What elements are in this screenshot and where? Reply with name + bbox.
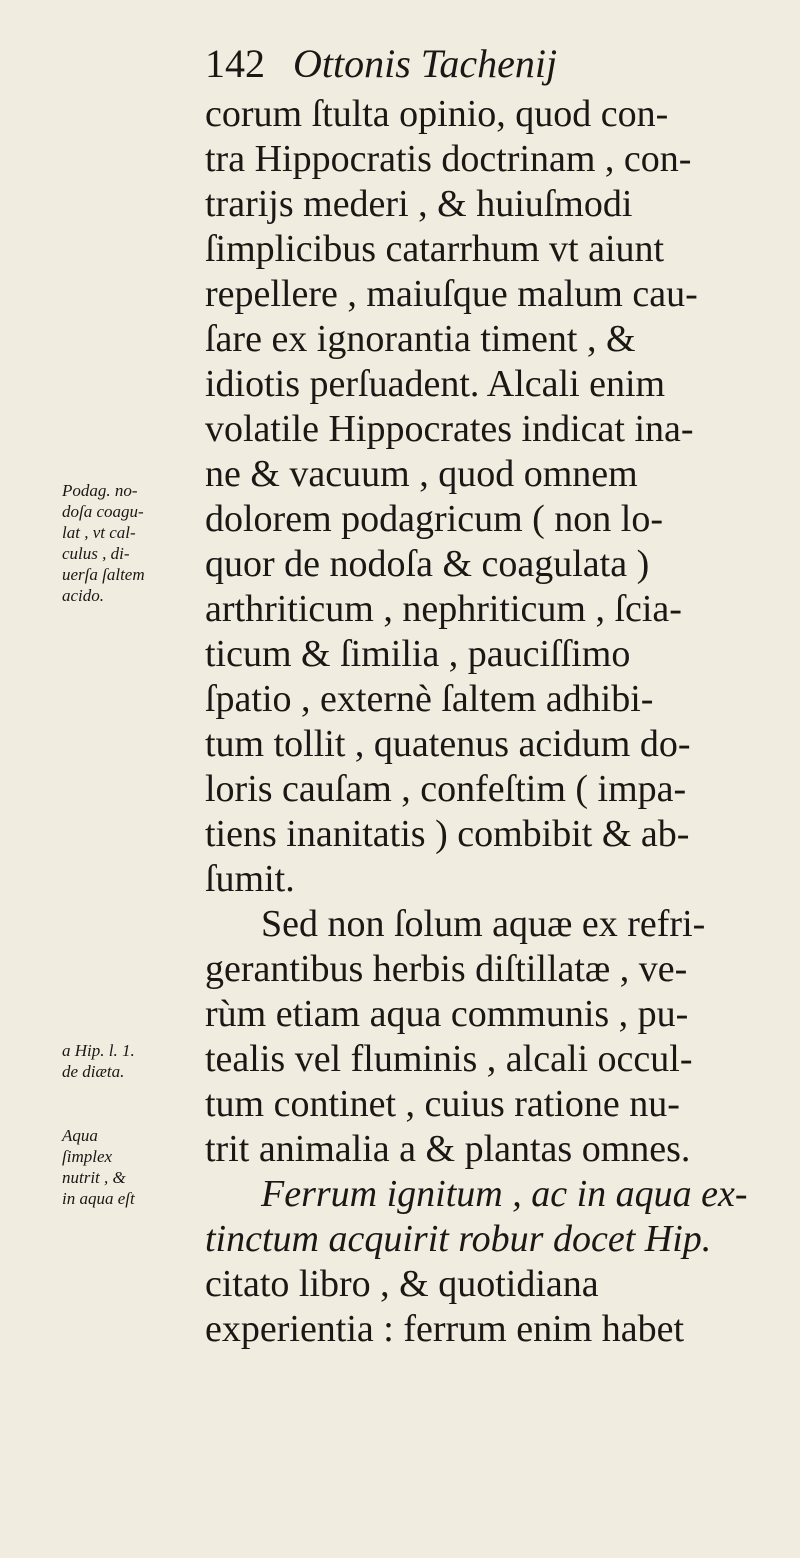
text-line: ne & vacuum , quod omnem [205, 453, 638, 495]
marginal-note-podagra [62, 480, 202, 606]
text-line: ſpatio , externè ſaltem adhibi- [205, 678, 654, 720]
page-header [205, 40, 557, 88]
text-line: loris cauſam , confeſtim ( impa- [205, 768, 687, 810]
text-line: quor de nodoſa & coagulata ) [205, 543, 650, 585]
text-line: corum ſtulta opinio, quod con- [205, 93, 669, 135]
body-text [205, 92, 795, 1352]
text-line: trarijs mederi , & huiuſmodi [205, 183, 633, 225]
page-number: 142 [205, 41, 265, 86]
marginal-line: acido. [62, 586, 105, 605]
text-line: ſare ex ignorantia timent , & [205, 318, 636, 360]
text-line: citato libro , & quotidiana [205, 1263, 599, 1305]
text-line: tealis vel fluminis , alcali occul- [205, 1038, 693, 1080]
text-line: volatile Hippocrates indicat ina- [205, 408, 694, 450]
text-line: dolorem podagricum ( non lo- [205, 498, 664, 540]
text-line: rùm etiam aqua communis , pu- [205, 993, 689, 1035]
text-line: tra Hippocratis doctrinam , con- [205, 138, 692, 180]
marginal-line: Podag. no- [62, 481, 138, 500]
text-line: ſimplicibus catarrhum vt aiunt [205, 228, 665, 270]
text-line: arthriticum , nephriticum , ſcia- [205, 588, 682, 630]
marginal-note-aqua [62, 1125, 202, 1209]
marginal-line: uerſa ſaltem [62, 565, 145, 584]
running-head: Ottonis Tachenij [293, 41, 558, 86]
text-line: repellere , maiuſque malum cau- [205, 273, 698, 315]
marginal-line: doſa coagu- [62, 502, 144, 521]
text-line: ſumit. [205, 858, 295, 900]
marginal-line: de diæta. [62, 1062, 125, 1081]
marginal-line: a Hip. l. 1. [62, 1041, 135, 1060]
marginal-line: in aqua eſt [62, 1189, 135, 1208]
text-line: trit animalia a & plantas omnes. [205, 1128, 691, 1170]
marginal-line: culus , di- [62, 544, 130, 563]
text-line: gerantibus herbis diſtillatæ , ve- [205, 948, 688, 990]
marginal-note-citation [62, 1040, 202, 1082]
text-line: idiotis perſuadent. Alcali enim [205, 363, 666, 405]
marginal-line: nutrit , & [62, 1168, 126, 1187]
text-line: Ferrum ignitum , ac in aqua ex- [261, 1173, 748, 1215]
text-line: ticum & ſimilia , pauciſſimo [205, 633, 631, 675]
marginal-line: Aqua [62, 1126, 98, 1145]
text-line: experientia : ferrum enim habet [205, 1308, 685, 1350]
text-line: tinctum acquirit robur docet Hip. [205, 1218, 712, 1260]
text-line: tum tollit , quatenus acidum do- [205, 723, 691, 765]
text-line: tum continet , cuius ratione nu- [205, 1083, 680, 1125]
marginal-line: lat , vt cal- [62, 523, 136, 542]
marginal-line: ſimplex [62, 1147, 113, 1166]
text-line: tiens inanitatis ) combibit & ab- [205, 813, 690, 855]
text-line: Sed non ſolum aquæ ex refri- [261, 903, 706, 945]
